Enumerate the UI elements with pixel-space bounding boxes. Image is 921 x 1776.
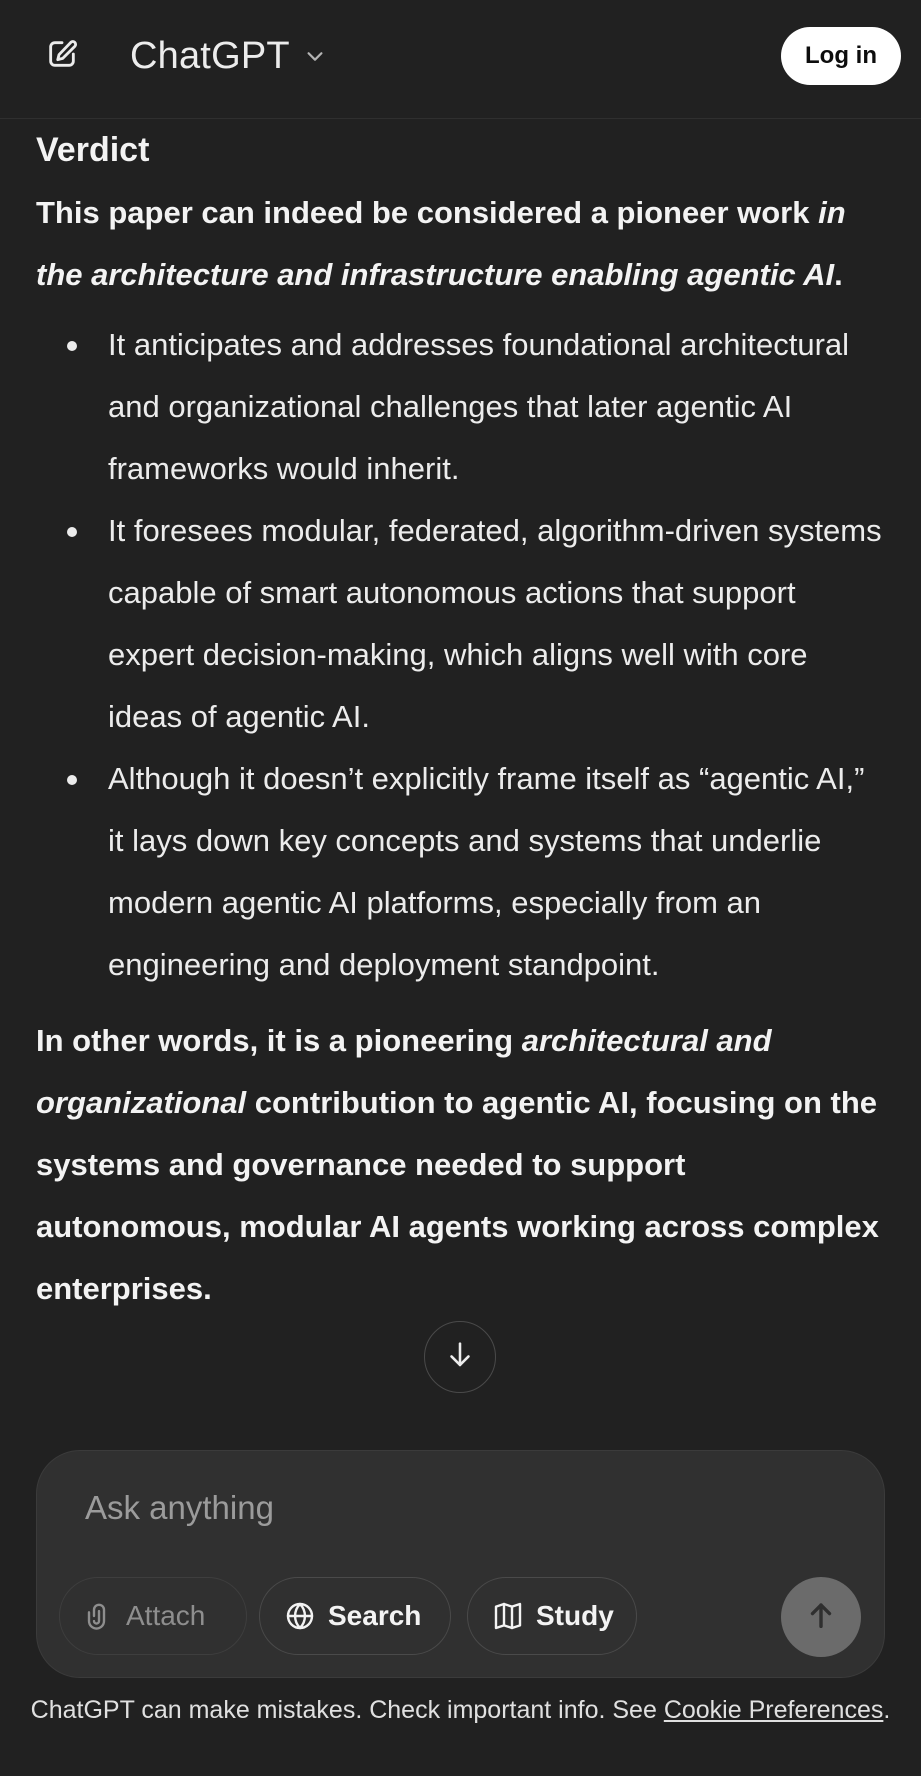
summary-text-3: contribution to agentic AI, focusing on the systems and governance needed to support autonomous, modular AI agents working across complex enterprises.: [36, 1085, 879, 1306]
disclaimer-text: ChatGPT can make mistakes. Check important info. See: [30, 1696, 664, 1724]
bullet-list: [36, 314, 886, 996]
list-item: [36, 748, 886, 996]
intro-text-italic: in the architecture and infrastructure enabling agentic AI: [36, 195, 846, 292]
open-book-icon: [492, 1600, 524, 1632]
intro-paragraph: [36, 182, 886, 306]
send-button[interactable]: [781, 1577, 861, 1657]
intro-text-3: .: [834, 257, 843, 292]
list-item: [36, 314, 886, 500]
composer: [36, 1450, 885, 1678]
scroll-to-bottom-button[interactable]: [424, 1321, 496, 1393]
list-item-text: It anticipates and addresses foundational architectural and organizational challenges that later agentic AI frameworks would inherit.: [108, 327, 850, 486]
model-name: ChatGPT: [130, 34, 290, 77]
arrow-up-icon: [804, 1598, 838, 1637]
model-selector[interactable]: [130, 30, 326, 82]
bullet-dot: [67, 341, 77, 351]
cookie-preferences-link[interactable]: Cookie Preferences: [663, 1696, 884, 1724]
intro-text-1: This paper can indeed be considered a pioneer work: [36, 195, 819, 230]
chevron-down-icon: [304, 45, 326, 67]
globe-icon: [284, 1600, 316, 1632]
summary-paragraph: [36, 1010, 886, 1320]
attach-button[interactable]: [59, 1577, 247, 1655]
new-chat-button[interactable]: [40, 34, 84, 78]
summary-text-1: In other words, it is a pioneering: [36, 1023, 522, 1058]
login-button[interactable]: Log in: [781, 27, 901, 85]
list-item-text: Although it doesn’t explicitly frame itself as “agentic AI,” it lays down key concepts and systems that underlie modern agentic AI platforms, especially from an engineering and deployment standpoint.: [108, 761, 865, 982]
study-button[interactable]: [467, 1577, 637, 1655]
study-label: Study: [536, 1600, 614, 1631]
summary-text-italic: architectural and organizational: [36, 1023, 772, 1120]
assistant-message: [36, 110, 886, 1446]
attach-label: Attach: [126, 1600, 206, 1631]
disclaimer-suffix: .: [883, 1696, 891, 1724]
search-button[interactable]: [259, 1577, 451, 1655]
edit-pencil-icon: [45, 37, 79, 76]
disclaimer: [0, 1692, 921, 1729]
bullet-dot: [67, 527, 77, 537]
paperclip-icon: [84, 1601, 114, 1631]
prompt-input[interactable]: [83, 1477, 787, 1539]
message-heading: Verdict: [36, 131, 150, 169]
top-bar: [0, 0, 921, 119]
bullet-dot: [67, 775, 77, 785]
list-item-text: It foresees modular, federated, algorithm-driven systems capable of smart autonomous actions that support expert decision-making, which aligns well with core ideas of agentic AI.: [108, 513, 882, 734]
list-item: [36, 500, 886, 748]
arrow-down-icon: [443, 1338, 477, 1377]
search-label: Search: [328, 1600, 422, 1631]
